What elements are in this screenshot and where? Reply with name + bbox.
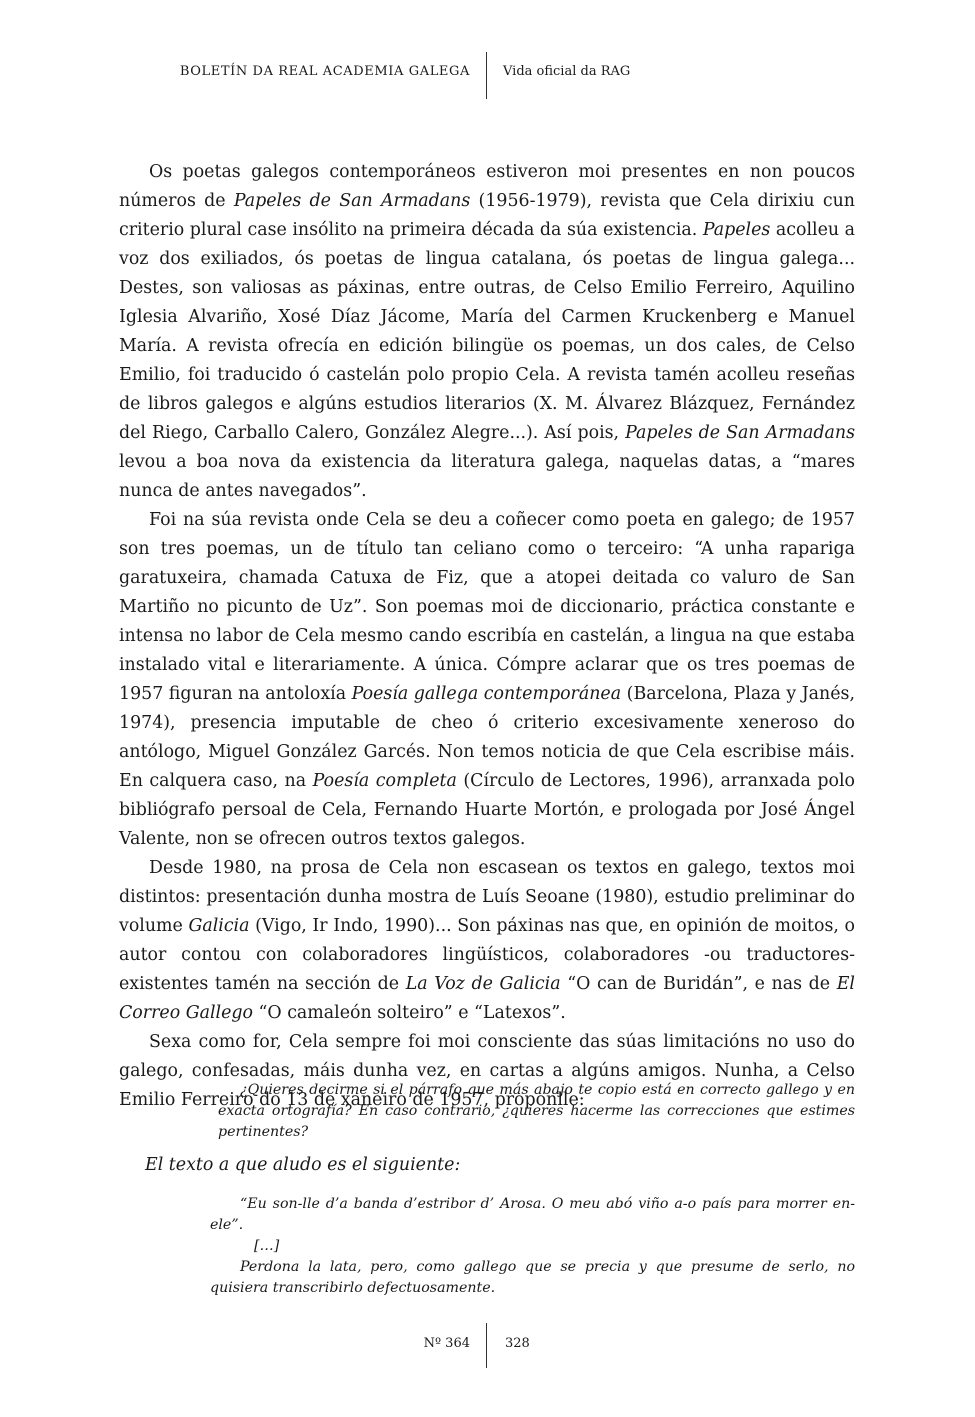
header-divider — [486, 52, 487, 99]
page-header — [0, 0, 975, 110]
block-quote-2 — [210, 1194, 855, 1299]
paragraph-2: Foi na súa revista onde Cela se deu a coñecer como poeta en galego; de 1957 son tres poemas, un de título tan celiano como o terceiro: “A unha rapariga garatuxeira, chamada Catuxa de Fiz, que a atopei deitada co valuro de San Martiño no picunto de Uz”. Son poemas moi de diccionario, práctica constante e intensa no labor de Cela mesmo cando escribía en castelán, a lingua na que estaba instalado vital e literariamente. A única. Cómpre aclarar que os tres poemas de 1957 figuran na antoloxía Poesía gallega contemporánea (Barcelona, Plaza y Janés, 1974), presencia imputable de cheo ó criterio excesivamente xeneroso do antólogo, Miguel González Garcés. Non temos noticia de que Cela escribise máis. En calquera caso, na Poesía completa (Círculo de Lectores, 1996), arranxada polo bibliógrafo persoal de Cela, Fernando Huarte Mortón, e prologada por José Ángel Valente, non se ofrecen outros textos galegos. — [119, 510, 855, 849]
block-quote-1: ¿Quieres decirme si el párrafo que más abajo te copio está en correcto gallego y en exacta ortografía? En caso contrario, ¿quieres hacerme las correcciones que estimes pertinentes? — [218, 1082, 855, 1140]
quote-line: Perdona la lata, pero, como gallego que se precia y que presume de serlo, no quisiera transcribirlo defectuosamente. — [210, 1259, 855, 1296]
issue-number: Nº 364 — [423, 1336, 470, 1351]
paragraph-1: Os poetas galegos contemporáneos estiveron moi presentes en non poucos números de Papeles de San Armadans (1956-1979), revista que Cela dirixiu cun criterio plural case insólito na primeira década da súa existencia. Papeles acolleu a voz dos exiliados, ós poetas de lingua catalana, ós poetas de lingua galega... Destes, son valiosas as páxinas, entre outras, de Celso Emilio Ferreiro, Aquilino Iglesia Alvariño, Xosé Díaz Jácome, María del Carmen Kruckenberg e Manuel María. A revista ofrecía en edición bilingüe os poemas, un dos cales, de Celso Emilio, foi traducido ó castelán polo propio Cela. A revista tamén acolleu reseñas de libros galegos e algúns estudios literarios (X. M. Álvarez Blázquez, Fernández del Riego, Carballo Calero, González Alegre...). Así pois, Papeles de San Armadans levou a boa nova da existencia da literatura galega, naquelas datas, a “mares nunca de antes navegados”. — [119, 162, 855, 501]
article-body — [119, 158, 855, 1115]
quote-ellipsis: […] — [254, 1238, 280, 1254]
footer-divider — [486, 1323, 487, 1368]
page-number: 328 — [505, 1336, 530, 1351]
paragraph-3: Desde 1980, na prosa de Cela non escasean os textos en galego, textos moi distintos: presentación dunha mostra de Luís Seoane (1980), estudio preliminar do volume Galicia (Vigo, Ir Indo, 1990)... Son páxinas nas que, en opinión de moitos, o autor contou con colaboradores lingüísticos, colaboradores -ou traductores- existentes tamén na sección de La Voz de Galicia “O can de Buridán”, e nas de El Correo Gallego “O camaleón solteiro” e “Latexos”. — [119, 858, 855, 1023]
quote-line: “Eu son-lle d’a banda d’estribor d’ Arosa. O meu abó viño a-o país para morrer en-ele”. — [210, 1196, 855, 1233]
section-title: Vida oficial da RAG — [503, 64, 631, 79]
journal-title: BOLETÍN DA REAL ACADEMIA GALEGA — [179, 64, 470, 79]
paragraph-4: Sexa como for, Cela sempre foi moi consciente das súas limitacións no uso do galego, confesadas, máis dunha vez, en cartas a algúns amigos. Nunha, a Celso Emilio Ferreiro do 13 de xaneiro de 1957, proponlle: — [119, 1032, 855, 1110]
quote-intro: El texto a que aludo es el siguiente: — [145, 1155, 461, 1175]
